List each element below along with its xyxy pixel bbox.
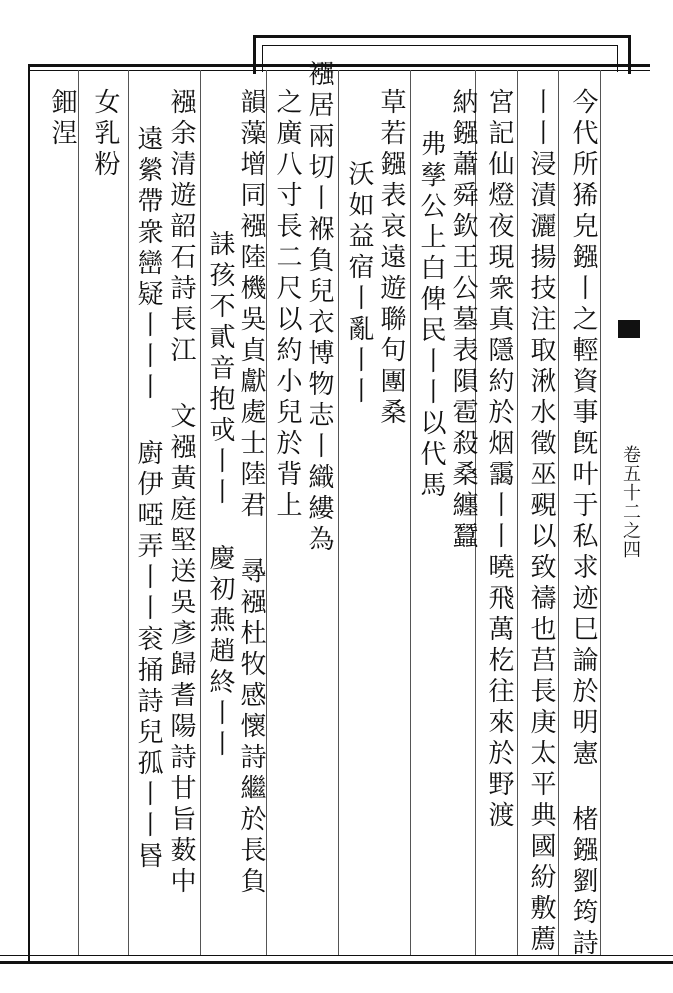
text-column-4: 納鏹蕭舜欽王公墓表隕雹殺桑纏蠶 xyxy=(448,88,478,553)
text-column-8: 襁居兩切丨褓負兒衣博物志丨織縷為 xyxy=(304,60,334,556)
text-column-12: 襁余清遊韶石詩長江 文襁黃庭堅送吳彥歸耆陽詩甘旨薮中 xyxy=(166,88,196,898)
column-rule xyxy=(558,70,559,955)
top-border-rule xyxy=(30,64,650,67)
text-column-7: 沃如益宿丨亂丨丨 xyxy=(344,160,374,408)
text-column-1: 今代所狶皃鏹丨之輕資事旣叶于私求迹巳論於明憲 楮鏹劉筠詩 xyxy=(568,88,598,960)
column-rule xyxy=(200,70,201,955)
text-column-9: 之廣八寸長二尺以約小兒於背上 xyxy=(272,88,302,522)
fishtail-mark xyxy=(618,320,640,338)
column-rule xyxy=(600,70,601,955)
column-rule xyxy=(338,70,339,955)
text-column-2: 丨丨浸漬灑揚技注取湫水徵巫覡以致禱也莒長庚太平典國紛敷薦 xyxy=(526,88,556,956)
column-rule xyxy=(410,70,411,955)
left-border-rule xyxy=(28,64,30,961)
text-column-11: 誄孩不貳音抱戓丨丨 慶初燕趙終丨丨 xyxy=(205,230,235,761)
text-column-5: 弗孳公上白俾民丨丨以代馬 xyxy=(416,130,446,502)
text-column-6: 草若鏹表哀遠遊聯句團桑 xyxy=(376,88,406,429)
column-rule xyxy=(517,70,518,955)
bottom-border-rule xyxy=(0,961,673,964)
column-rule xyxy=(78,70,79,955)
text-column-10: 韻藻增同襁陸機吳貞獻處士陸君 㝷襁杜牧感懷詩繼於長負 xyxy=(236,88,266,898)
text-column-13: 遠縈帶衆巒疑丨丨丨 廚伊啞弄丨丨衮捅詩兒孤丨丨昬 xyxy=(133,125,163,873)
text-column-3: 宮記仙燈夜現衆真隱約於烟靄丨丨曉飛萬杚往來於野渡 xyxy=(484,88,514,832)
column-rule xyxy=(128,70,129,955)
text-column-15: 鈿涅 xyxy=(47,88,77,150)
text-column-14: 女乳粉 xyxy=(90,88,120,181)
top-border-rule-thin xyxy=(30,70,650,71)
running-title: 卷五十二之四 xyxy=(620,445,641,559)
